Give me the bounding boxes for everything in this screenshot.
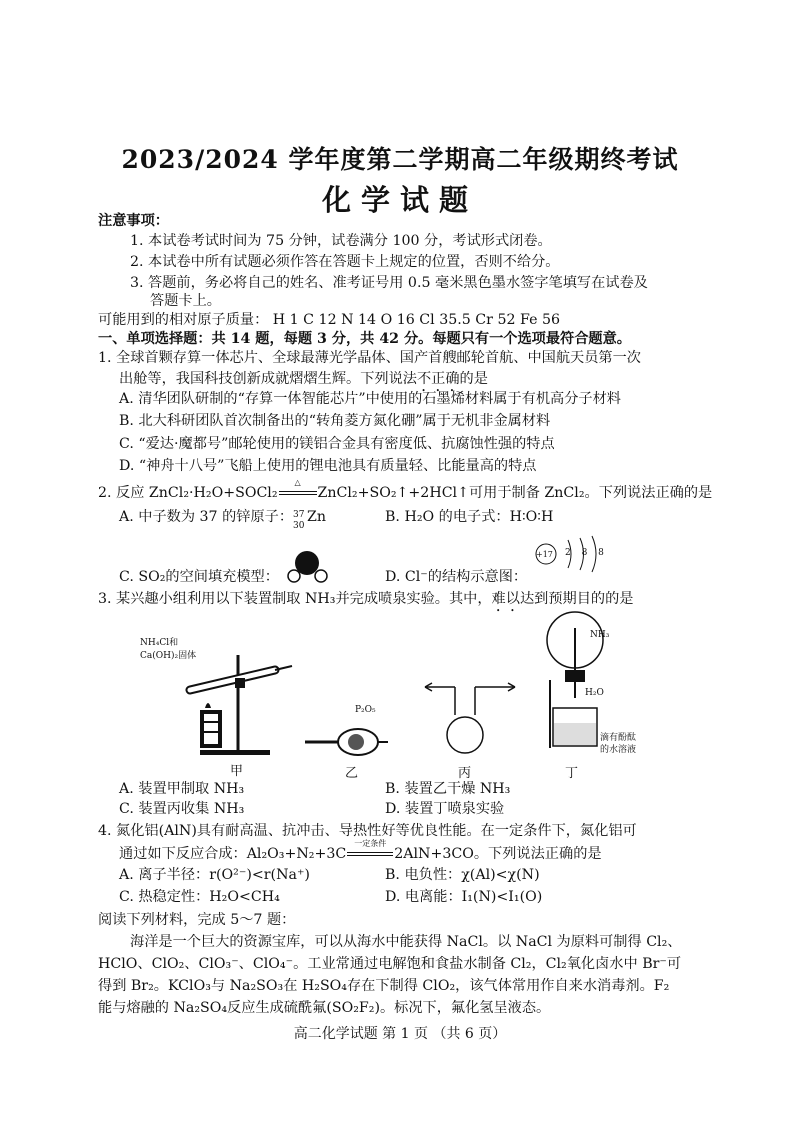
label-reagent-1: NH₄Cl和 (140, 638, 179, 648)
q3-option-b: B. 装置乙干燥 NH₃ (385, 781, 511, 797)
q2-option-b: B. H₂O 的电子式：H∶O∶H (385, 509, 554, 525)
exam-title: 2023/2024 学年度第二学期高二年级期终考试 (121, 145, 679, 174)
so2-space-filling-model (283, 548, 333, 584)
apparatus-yi (300, 715, 390, 760)
q2-option-c: C. SO₂的空间填充模型： (119, 569, 279, 585)
q3-emphasis: 难以 (491, 591, 520, 607)
q1-option-a: A. 清华团队研制的“存算一体智能芯片”中使用的石墨烯材料属于有机高分子材料 (119, 391, 621, 407)
atomic-mass-line: 可能用到的相对原子质量： H 1 C 12 N 14 O 16 Cl 35.5 Cr 52 Fe 56 (98, 312, 561, 328)
q3-option-c: C. 装置丙收集 NH₃ (119, 801, 245, 817)
label-nh3-flask: NH₃ (590, 630, 610, 640)
reading-intro: 阅读下列材料，完成 5～7 题： (98, 912, 296, 928)
q4-option-d: D. 电离能：I₁(N)<I₁(O) (385, 889, 543, 905)
apparatus-bing (420, 675, 520, 755)
notice-item-3-cont: 答题卡上。 (150, 293, 221, 309)
cl-shell-electrons: 2 8 8 (565, 548, 608, 558)
q3-option-a: A. 装置甲制取 NH₃ (119, 781, 245, 797)
q4-stem-line1: 4. 氮化铝(AlN)具有耐高温、抗冲击、导热性好等优良性能。在一定条件下，氮化铝可 (98, 823, 637, 839)
section-1-heading: 一、单项选择题：共 14 题，每题 3 分，共 42 分。每题只有一个选项最符合题意。 (98, 331, 631, 347)
q1-stem-line1: 1. 全球首颗存算一体芯片、全球最薄光学晶体、国产首艘邮轮首航、中国航天员第一次 (98, 350, 641, 366)
notice-item-3: 3. 答题前，务必将自己的姓名、准考证号用 0.5 毫米黑色墨水签字笔填写在试卷及 (130, 275, 648, 291)
apparatus-jia (180, 650, 300, 760)
q4-option-b: B. 电负性：χ(Al)<χ(N) (385, 867, 540, 883)
reading-line-2: HClO、ClO₂、ClO₃⁻、ClO₄⁻。工业常通过电解饱和食盐水制备 Cl₂，Cl₂氧化卤水中 Br⁻可 (98, 956, 682, 972)
label-reagent-2: Ca(OH)₂固体 (140, 651, 197, 661)
label-fig-yi: 乙 (345, 766, 359, 781)
cl-nucleus-charge: +17 (536, 550, 553, 559)
q1-option-d: D. “神舟十八号”飞船上使用的锂电池具有质量轻、比能量高的特点 (119, 458, 537, 474)
q4-option-a: A. 离子半径：r(O²⁻)<r(Na⁺) (119, 867, 310, 883)
notice-item-2: 2. 本试卷中所有试题必须作答在答题卡上规定的位置，否则不给分。 (130, 254, 560, 270)
page-footer: 高二化学试题 第 1 页 （共 6 页） (293, 1026, 507, 1042)
q4-option-c: C. 热稳定性：H₂O<CH₄ (119, 889, 280, 905)
label-solution-2: 的水溶液 (600, 745, 637, 755)
reading-line-1: 海洋是一个巨大的资源宝库，可以从海水中能获得 NaCl。以 NaCl 为原料可制得 Cl₂、 (130, 934, 682, 950)
label-fig-ding: 丁 (565, 766, 579, 781)
label-p2o5: P₂O₅ (355, 705, 376, 715)
label-fig-jia: 甲 (230, 764, 244, 779)
q1-option-b: B. 北大科研团队首次制备出的“转角菱方氮化硼”属于无机非金属材料 (119, 413, 551, 429)
q2-option-a: A. 中子数为 37 的锌原子： 37 30 Zn (119, 509, 327, 531)
q1-emphasis: 不正确 (416, 371, 460, 387)
label-h2o-dropper: H₂O (585, 688, 604, 698)
q2-heat-symbol: △ (294, 478, 301, 487)
q4-stem-line2: 通过如下反应合成：Al₂O₃+N₂+3C 一定条件 2AlN+3CO。下列说法正确的是 (119, 845, 602, 863)
q4-condition: 一定条件 (354, 839, 387, 848)
q3-stem: 3. 某兴趣小组利用以下装置制取 NH₃并完成喷泉实验。其中，难以达到预期目的的是 (98, 591, 634, 607)
reading-line-3: 得到 Br₂。KClO₃与 Na₂SO₃在 H₂SO₄存在下制得 ClO₂，该气体常用作自来水消毒剂。F₂ (98, 978, 670, 994)
q1-option-c: C. “爱达·魔都号”邮轮使用的镁铝合金具有密度低、抗腐蚀性强的特点 (119, 436, 555, 452)
q2-stem: 2. 反应 ZnCl₂·H₂O+SOCl₂ △ ZnCl₂+SO₂↑+2HCl↑可用于制备 ZnCl₂。下列说法正确的是 (98, 484, 712, 502)
reading-line-4: 能与熔融的 Na₂SO₄反应生成硫酰氟(SO₂F₂)。标况下，氟化氢呈液态。 (98, 1000, 551, 1016)
notice-item-1: 1. 本试卷考试时间为 75 分钟，试卷满分 100 分，考试形式闭卷。 (130, 233, 552, 249)
q3-option-d: D. 装置丁喷泉实验 (385, 801, 505, 817)
label-fig-bing: 丙 (458, 766, 472, 781)
q1-stem-line2: 出舱等，我国科技创新成就熠熠生辉。下列说法不正确的是 (119, 371, 488, 387)
label-solution-1: 滴有酚酞 (600, 733, 637, 743)
notice-heading: 注意事项： (98, 213, 169, 229)
exam-subtitle: 化学试题 (321, 183, 478, 217)
q2-option-d: D. Cl⁻的结构示意图： (385, 569, 528, 585)
